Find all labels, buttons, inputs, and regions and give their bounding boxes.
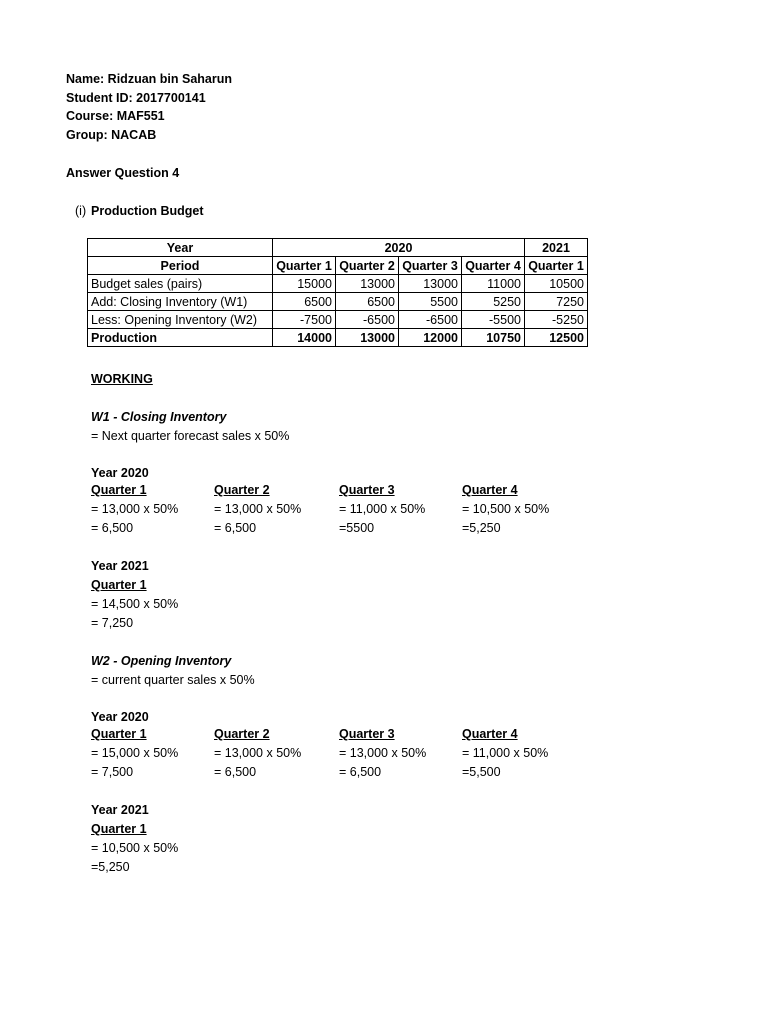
row-label: Production — [88, 329, 273, 347]
table-row — [88, 275, 588, 293]
result: = 6,500 — [214, 765, 257, 779]
calculation: = 13,000 x 50% — [214, 502, 302, 516]
calculation: = 13,000 x 50% — [214, 746, 302, 760]
group: Group: NACAB — [66, 128, 157, 142]
table-header-row — [88, 257, 588, 275]
w2-2021 — [91, 801, 178, 877]
w2-2020-q3 — [339, 725, 426, 782]
table-cell: 12500 — [525, 329, 588, 347]
w2-2020-q2 — [214, 725, 301, 782]
quarter-label: Quarter 1 — [91, 483, 147, 497]
quarter-header: Quarter 1 — [525, 257, 588, 275]
quarter-label: Quarter 4 — [462, 727, 518, 741]
result: =5,250 — [462, 521, 501, 535]
quarter-label: Quarter 4 — [462, 483, 518, 497]
quarter-header: Quarter 2 — [336, 257, 399, 275]
table-cell: -5250 — [525, 311, 588, 329]
table-cell: 6500 — [336, 293, 399, 311]
table-cell: 14000 — [273, 329, 336, 347]
w1-year-2020: Year 2020 — [91, 466, 149, 480]
calculation: = 10,500 x 50% — [462, 502, 550, 516]
w1-formula: = Next quarter forecast sales x 50% — [91, 429, 290, 443]
table-cell: -6500 — [399, 311, 462, 329]
row-label: Less: Opening Inventory (W2) — [88, 311, 273, 329]
table-row — [88, 329, 588, 347]
answer-title: Answer Question 4 — [66, 166, 180, 180]
table-cell: 6500 — [273, 293, 336, 311]
quarter-header: Quarter 4 — [462, 257, 525, 275]
year-2021-header: 2021 — [525, 239, 588, 257]
part-title: Production Budget — [91, 204, 204, 218]
table-header-row — [88, 239, 588, 257]
w2-title: W2 - Opening Inventory — [91, 654, 232, 668]
quarter-label: Quarter 2 — [214, 483, 270, 497]
table-cell: -7500 — [273, 311, 336, 329]
result: =5,500 — [462, 765, 501, 779]
calculation: = 13,000 x 50% — [91, 502, 179, 516]
working-title: WORKING — [91, 372, 153, 386]
table-cell: 5500 — [399, 293, 462, 311]
quarter-label: Quarter 2 — [214, 727, 270, 741]
calculation: = 10,500 x 50% — [91, 841, 179, 855]
student-id: Student ID: 2017700141 — [66, 91, 206, 105]
part-label: (i) — [75, 204, 87, 218]
calculation: = 11,000 x 50% — [339, 502, 426, 516]
table-cell: 10500 — [525, 275, 588, 293]
quarter-label: Quarter 1 — [91, 727, 147, 741]
table-cell: 10750 — [462, 329, 525, 347]
w2-2020-q4 — [462, 725, 548, 782]
table-cell: 11000 — [462, 275, 525, 293]
w2-year-2020: Year 2020 — [91, 710, 149, 724]
table-cell: 13000 — [336, 275, 399, 293]
w2-formula: = current quarter sales x 50% — [91, 673, 255, 687]
w1-2020-q2 — [214, 481, 301, 538]
calculation: = 15,000 x 50% — [91, 746, 179, 760]
table-cell: 12000 — [399, 329, 462, 347]
w2-year-2021: Year 2021 — [91, 803, 149, 817]
period-header: Period — [88, 257, 273, 275]
table-cell: 5250 — [462, 293, 525, 311]
production-budget-table — [87, 238, 588, 347]
row-label: Add: Closing Inventory (W1) — [88, 293, 273, 311]
result: = 7,500 — [91, 765, 134, 779]
table-cell: 13000 — [336, 329, 399, 347]
table-row — [88, 293, 588, 311]
year-2020-header: 2020 — [273, 239, 525, 257]
table-cell: 13000 — [399, 275, 462, 293]
table-cell: -5500 — [462, 311, 525, 329]
result: =5500 — [339, 521, 375, 535]
quarter-header: Quarter 1 — [273, 257, 336, 275]
table-cell: -6500 — [336, 311, 399, 329]
year-header: Year — [88, 239, 273, 257]
quarter-label: Quarter 1 — [91, 578, 147, 592]
w1-2020-q3 — [339, 481, 425, 538]
calculation: = 14,500 x 50% — [91, 597, 179, 611]
result: = 6,500 — [214, 521, 257, 535]
w1-title: W1 - Closing Inventory — [91, 410, 227, 424]
result: =5,250 — [91, 860, 130, 874]
table-cell: 15000 — [273, 275, 336, 293]
table-cell: 7250 — [525, 293, 588, 311]
quarter-label: Quarter 1 — [91, 822, 147, 836]
student-name: Name: Ridzuan bin Saharun — [66, 72, 232, 86]
w2-2020-q1 — [91, 725, 178, 782]
calculation: = 11,000 x 50% — [462, 746, 549, 760]
calculation: = 13,000 x 50% — [339, 746, 427, 760]
result: = 6,500 — [91, 521, 134, 535]
quarter-header: Quarter 3 — [399, 257, 462, 275]
w1-2021 — [91, 557, 178, 633]
w1-year-2021: Year 2021 — [91, 559, 149, 573]
row-label: Budget sales (pairs) — [88, 275, 273, 293]
result: = 6,500 — [339, 765, 382, 779]
course: Course: MAF551 — [66, 109, 165, 123]
w1-2020-q4 — [462, 481, 549, 538]
quarter-label: Quarter 3 — [339, 727, 395, 741]
quarter-label: Quarter 3 — [339, 483, 395, 497]
table-row — [88, 311, 588, 329]
w1-2020-q1 — [91, 481, 178, 538]
result: = 7,250 — [91, 616, 134, 630]
